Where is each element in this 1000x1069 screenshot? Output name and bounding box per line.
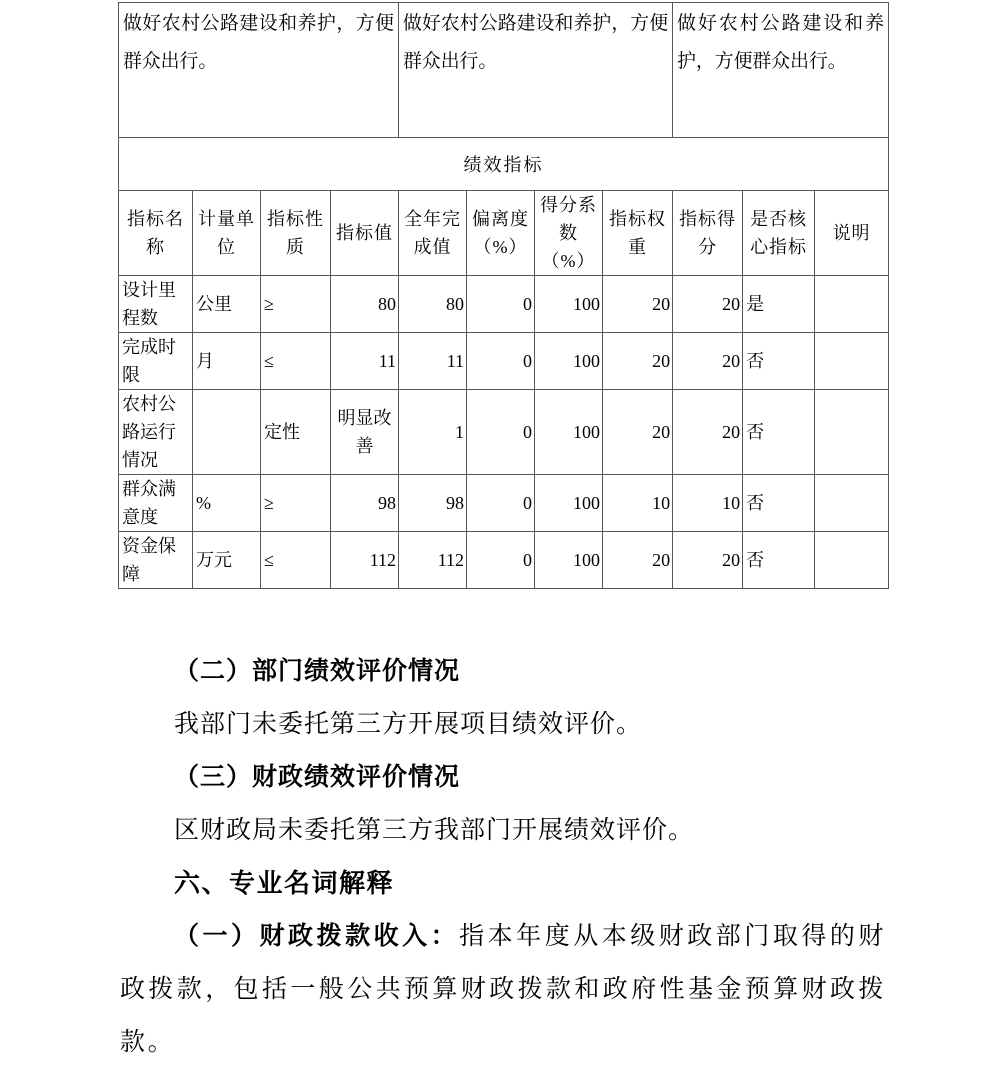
cell: 否	[743, 390, 815, 475]
cell: 否	[743, 532, 815, 589]
heading-dept-evaluation: （二）部门绩效评价情况	[174, 658, 461, 685]
header-row	[119, 191, 889, 276]
header-indicator-name: 指标名称	[119, 191, 193, 276]
heading-fiscal-evaluation: （三）财政绩效评价情况	[174, 764, 461, 791]
cell: ≤	[261, 532, 331, 589]
cell: 10	[603, 475, 673, 532]
performance-indicator-table	[118, 2, 889, 589]
cell: ≥	[261, 276, 331, 333]
cell: 资金保障	[119, 532, 193, 589]
header-target-value: 指标值	[331, 191, 399, 276]
cell	[815, 475, 889, 532]
header-note: 说明	[815, 191, 889, 276]
band-row	[119, 138, 889, 191]
cell: 11	[331, 333, 399, 390]
cell: 80	[331, 276, 399, 333]
header-score: 指标得分	[673, 191, 743, 276]
table-row	[119, 276, 889, 333]
cell	[815, 390, 889, 475]
cell: 万元	[193, 532, 261, 589]
header-nature: 指标性质	[261, 191, 331, 276]
table-row	[119, 333, 889, 390]
header-deviation: 偏离度（%）	[467, 191, 535, 276]
cell: 98	[331, 475, 399, 532]
header-unit: 计量单位	[193, 191, 261, 276]
cell: 11	[399, 333, 467, 390]
cell: 100	[535, 532, 603, 589]
cell: 0	[467, 475, 535, 532]
cell: 100	[535, 276, 603, 333]
cell: 农村公路运行情况	[119, 390, 193, 475]
table-row	[119, 532, 889, 589]
header-core-indicator: 是否核心指标	[743, 191, 815, 276]
term-body: 指本年度从本级财政部门取得的财政拨款，包括一般公共预算财政拨款和政府性基金预算财政拨款。	[120, 923, 886, 1056]
cell: 80	[399, 276, 467, 333]
cell: 设计里程数	[119, 276, 193, 333]
cell: %	[193, 475, 261, 532]
cell: 否	[743, 475, 815, 532]
table-row	[119, 475, 889, 532]
cell: 100	[535, 475, 603, 532]
body-text	[120, 645, 886, 1069]
cell: 否	[743, 333, 815, 390]
dept-evaluation-text: 我部门未委托第三方开展项目绩效评价。	[174, 711, 643, 738]
cell: 0	[467, 333, 535, 390]
header-weight: 指标权重	[603, 191, 673, 276]
cell: 98	[399, 475, 467, 532]
cell: 是	[743, 276, 815, 333]
cell: 112	[399, 532, 467, 589]
cell	[815, 333, 889, 390]
table-row	[119, 390, 889, 475]
cell	[815, 532, 889, 589]
cell: 1	[399, 390, 467, 475]
cell: 20	[673, 390, 743, 475]
cell: 群众满意度	[119, 475, 193, 532]
cell: 10	[673, 475, 743, 532]
goal-cell: 做好农村公路建设和养护，方便群众出行。	[119, 3, 399, 138]
section-heading-terms: 六、专业名词解释	[174, 868, 395, 898]
cell: 20	[673, 333, 743, 390]
cell: 20	[603, 532, 673, 589]
header-annual-value: 全年完成值	[399, 191, 467, 276]
cell: 112	[331, 532, 399, 589]
cell: 20	[673, 532, 743, 589]
cell: 公里	[193, 276, 261, 333]
cell: 100	[535, 390, 603, 475]
goal-row	[119, 3, 889, 138]
term-label: （一）财政拨款收入：	[174, 923, 460, 950]
header-score-coefficient: 得分系数（%）	[535, 191, 603, 276]
cell	[815, 276, 889, 333]
cell: 完成时限	[119, 333, 193, 390]
cell: 定性	[261, 390, 331, 475]
goal-cell: 做好农村公路建设和养护，方便群众出行。	[673, 3, 889, 138]
goal-cell: 做好农村公路建设和养护，方便群众出行。	[399, 3, 673, 138]
fiscal-evaluation-text: 区财政局未委托第三方我部门开展绩效评价。	[174, 817, 695, 844]
cell: ≤	[261, 333, 331, 390]
cell: 0	[467, 532, 535, 589]
table-band-title: 绩效指标	[119, 138, 889, 191]
cell: 0	[467, 390, 535, 475]
cell: 20	[603, 333, 673, 390]
cell: 0	[467, 276, 535, 333]
cell: 明显改善	[331, 390, 399, 475]
term-definition-paragraph	[120, 910, 886, 1069]
cell: 100	[535, 333, 603, 390]
cell: 月	[193, 333, 261, 390]
cell: 20	[673, 276, 743, 333]
cell: ≥	[261, 475, 331, 532]
cell: 20	[603, 276, 673, 333]
cell	[193, 390, 261, 475]
cell: 20	[603, 390, 673, 475]
